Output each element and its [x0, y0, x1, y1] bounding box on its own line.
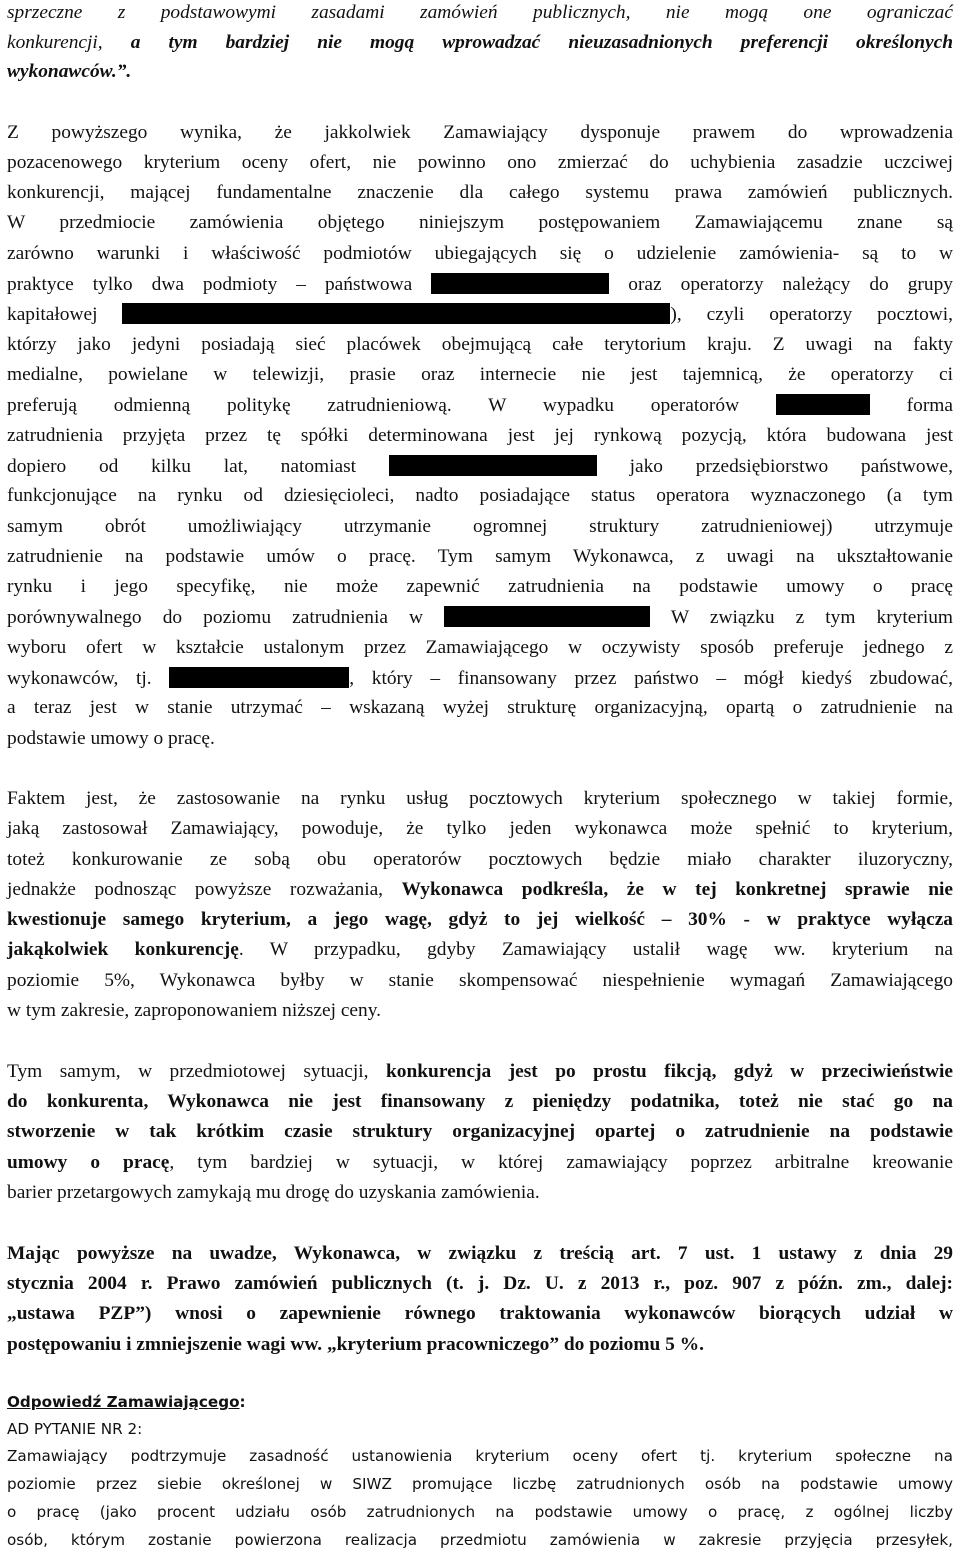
- emphasis-text: do konkurenta, Wykonawca nie jest finansowany z pieniędzy podatnika, toteż nie stać go na: [7, 1091, 953, 1112]
- emphasis-text: umowy o pracę: [7, 1152, 170, 1173]
- answer-subheading: [7, 1420, 953, 1438]
- text: wykonawców.”.: [7, 61, 132, 82]
- para2-line-8: [7, 1000, 953, 1022]
- answer-line-2: [7, 1475, 953, 1493]
- emphasis-text: jakąkolwiek konkurencję: [7, 939, 239, 960]
- text: osób, którym zostanie powierzona realizacja przedmiotu zamówienia w zakresie przyjęcia przesyłek,: [7, 1531, 953, 1549]
- answer-line-3: [7, 1503, 953, 1521]
- answer-line-1: [7, 1447, 953, 1465]
- para0-line-2: [7, 32, 953, 54]
- text: samym obrót umożliwiający utrzymanie ogromnej struktury zatrudnieniowej) utrzymuje: [7, 516, 953, 537]
- para1-line-17: [7, 606, 953, 629]
- para1-line-20: [7, 697, 953, 719]
- para4-line-1: [7, 1243, 953, 1265]
- text: zatrudnienia przyjęta przez tę spółki determinowana jest jej rynkową pozycją, która budowana jest: [7, 425, 953, 446]
- heading-text: Odpowiedź Zamawiającego: [7, 1393, 240, 1411]
- para1-line-15: [7, 546, 953, 568]
- para3-line-3: [7, 1121, 953, 1143]
- text: porównywalnego do poziomu zatrudnienia w: [7, 607, 424, 628]
- text: dopiero od kilku lat, natomiast: [7, 456, 357, 477]
- emphasis-text: a tym bardziej nie mogą wprowadzać nieuzasadnionych preferencji określonych: [130, 32, 954, 53]
- emphasis-text: stycznia 2004 r. Prawo zamówień publicznych (t. j. Dz. U. z 2013 r., poz. 907 z późn. zm., dalej:: [7, 1273, 953, 1294]
- text: ), czyli operatorzy pocztowi,: [670, 304, 953, 325]
- text: forma: [906, 395, 953, 416]
- text: o pracę (jako procent udziału osób zatrudnionych na podstawie umowy o pracę, z ogólnej liczby: [7, 1503, 953, 1521]
- text: wyboru ofert w kształcie ustalonym przez Zamawiającego w oczywisty sposób preferuje jednego z: [7, 637, 953, 658]
- text: zarówno warunki i właściwość podmiotów ubiegających się o udzielenie zamówienia- są to w: [7, 243, 953, 264]
- para1-line-7: [7, 303, 953, 326]
- text: funkcjonujące na rynku od dziesięcioleci, nadto posiadające status operatora wyznaczonego (a tym: [7, 485, 953, 506]
- text: oraz operatorzy należący do grupy: [628, 274, 953, 295]
- text: Z powyższego wynika, że jakkolwiek Zamawiający dysponuje prawem do wprowadzenia: [7, 122, 953, 143]
- para3-line-5: [7, 1182, 953, 1204]
- para2-line-5: [7, 909, 953, 931]
- text: praktyce tylko dwa podmioty – państwowa: [7, 274, 413, 295]
- text: konkurencji,: [7, 32, 103, 53]
- redaction-bar: [776, 394, 870, 415]
- para0-line-3: [7, 61, 953, 83]
- para1-line-1: [7, 122, 953, 144]
- para2-line-3: [7, 849, 953, 871]
- text: zatrudnienie na podstawie umów o pracę. Tym samym Wykonawca, z uwagi na ukształtowanie: [7, 546, 953, 567]
- redaction-bar: [444, 606, 650, 627]
- emphasis-text: kwestionuje samego kryterium, a jego wagę, gdyż to jej wielkość – 30% - w praktyce wyłącza: [7, 909, 953, 930]
- redaction-bar: [169, 667, 349, 688]
- emphasis-text: Mając powyższe na uwadze, Wykonawca, w związku z treścią art. 7 ust. 1 ustawy z dnia 29: [7, 1243, 953, 1264]
- heading-colon: :: [239, 1393, 246, 1411]
- para1-line-2: [7, 152, 953, 174]
- para1-line-8: [7, 334, 953, 356]
- text: pozacenowego kryterium oceny ofert, nie powinno ono zmierzać do uchybienia zasadzie uczciwej: [7, 152, 953, 173]
- para2-line-6: [7, 939, 953, 961]
- para4-line-2: [7, 1273, 953, 1295]
- para1-line-16: [7, 576, 953, 598]
- para2-line-2: [7, 818, 953, 840]
- emphasis-text: konkurencja jest po prostu fikcją, gdyż w przeciwieństwie: [385, 1061, 953, 1082]
- text: jako przedsiębiorstwo państwowe,: [629, 456, 953, 477]
- emphasis-text: postępowaniu i zmniejszenie wagi ww. „kryterium pracowniczego” do poziomu 5 %.: [7, 1334, 704, 1355]
- para1-line-9: [7, 364, 953, 386]
- text: w tym zakresie, zaproponowaniem niższej ceny.: [7, 1000, 382, 1021]
- para1-line-21: [7, 728, 953, 750]
- text: W związku z tym kryterium: [670, 607, 953, 628]
- text: rynku i jego specyfikę, nie może zapewnić zatrudnienia na podstawie umowy o pracę: [7, 576, 953, 597]
- text: poziomie przez siebie określonej w SIWZ promujące liczbę zatrudnionych osób na podstawie umowy: [7, 1475, 953, 1493]
- para2-line-4: [7, 879, 953, 901]
- para0-line-1: [7, 2, 953, 24]
- text: podstawie umowy o pracę.: [7, 728, 215, 749]
- redaction-bar: [122, 303, 670, 324]
- text: Zamawiający podtrzymuje zasadność ustanowienia kryterium oceny ofert tj. kryterium społeczne na: [7, 1447, 953, 1465]
- text: którzy jako jedyni posiadają sieć placówek obejmującą całe terytorium kraju. Z uwagi na fakty: [7, 334, 953, 355]
- emphasis-text: stworzenie w tak krótkim czasie struktury organizacyjnej opartej o zatrudnienie na podstawie: [7, 1121, 953, 1142]
- text: W przedmiocie zamówienia objętego niniejszym postępowaniem Zamawiającemu znane są: [7, 212, 953, 233]
- text: Tym samym, w przedmiotowej sytuacji,: [7, 1061, 369, 1082]
- text: toteż konkurowanie ze sobą obu operatorów pocztowych będzie miało charakter iluzoryczny,: [7, 849, 953, 870]
- para3-line-1: [7, 1061, 953, 1083]
- text: Faktem jest, że zastosowanie na rynku usług pocztowych kryterium społecznego w takiej formie,: [7, 788, 953, 809]
- text: , tym bardziej w sytuacji, w której zamawiający poprzez arbitralne kreowanie: [169, 1152, 953, 1173]
- emphasis-text: „ustawa PZP”) wnosi o zapewnienie równego traktowania wykonawców biorących udział w: [7, 1303, 953, 1324]
- para1-line-13: [7, 485, 953, 507]
- para4-line-4: [7, 1334, 953, 1356]
- text: medialne, powielane w telewizji, prasie oraz internecie nie jest tajemnicą, że operatorzy ci: [7, 364, 953, 385]
- para2-line-7: [7, 970, 953, 992]
- para1-line-5: [7, 243, 953, 265]
- text: sprzeczne z podstawowymi zasadami zamówień publicznych, nie mogą one ograniczać: [7, 2, 953, 23]
- text: jednakże podnosząc powyższe rozważania,: [7, 879, 384, 900]
- text: konkurencji, mającej fundamentalne znaczenie dla całego systemu prawa zamówień publicznych.: [7, 182, 953, 203]
- answer-line-4: [7, 1531, 953, 1549]
- para2-line-1: [7, 788, 953, 810]
- para1-line-6: [7, 273, 953, 296]
- para1-line-3: [7, 182, 953, 204]
- text: . W przypadku, gdyby Zamawiający ustalił wagę ww. kryterium na: [238, 939, 953, 960]
- redaction-bar: [389, 455, 597, 476]
- redaction-bar: [431, 273, 609, 294]
- para1-line-10: [7, 394, 953, 417]
- subheading-text: AD PYTANIE NR 2:: [7, 1420, 143, 1438]
- emphasis-text: Wykonawca podkreśla, że w tej konkretnej sprawie nie: [401, 879, 953, 900]
- text: wykonawców, tj.: [7, 668, 152, 689]
- para1-line-19: [7, 667, 953, 690]
- para1-line-11: [7, 425, 953, 447]
- text: a teraz jest w stanie utrzymać – wskazaną wyżej strukturę organizacyjną, opartą o zatrudnienie na: [7, 697, 953, 718]
- para1-line-18: [7, 637, 953, 659]
- answer-heading: [7, 1393, 953, 1411]
- text: poziomie 5%, Wykonawca byłby w stanie skompensować niespełnienie wymagań Zamawiającego: [7, 970, 953, 991]
- para1-line-4: [7, 212, 953, 234]
- para1-line-12: [7, 455, 953, 478]
- text: jaką zastosował Zamawiający, powoduje, że tylko jeden wykonawca może spełnić to kryterium,: [7, 818, 953, 839]
- text: barier przetargowych zamykają mu drogę do uzyskania zamówienia.: [7, 1182, 540, 1203]
- text: preferują odmienną politykę zatrudnieniową. W wypadku operatorów: [7, 395, 740, 416]
- para3-line-4: [7, 1152, 953, 1174]
- para1-line-14: [7, 516, 953, 538]
- para3-line-2: [7, 1091, 953, 1113]
- para4-line-3: [7, 1303, 953, 1325]
- text: kapitałowej: [7, 304, 98, 325]
- text: , który – finansowany przez państwo – mógł kiedyś zbudować,: [349, 668, 953, 689]
